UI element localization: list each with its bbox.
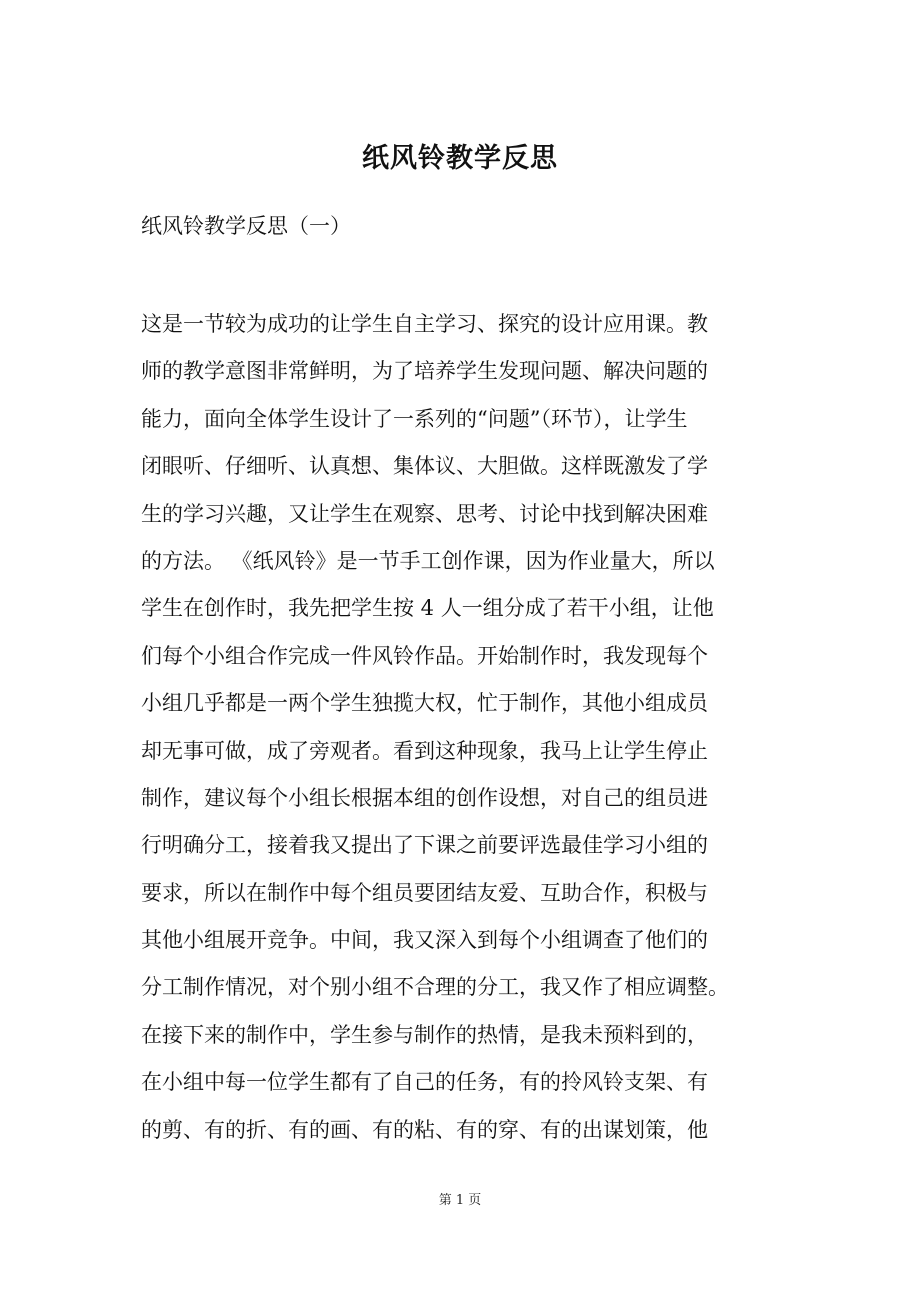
document-title: 纸风铃教学反思 [362, 143, 558, 174]
text-line: 师的教学意图非常鲜明，为了培养学生发现问题、解决问题的 [141, 359, 708, 384]
text-line: 却无事可做，成了旁观者。看到这种现象，我马上让学生停止 [141, 738, 708, 763]
text-line: 这是一节较为成功的让学生自主学习、探究的设计应用课。教 [141, 312, 708, 336]
page-number: 第 1 页 [438, 1193, 482, 1208]
text-line: 们每个小组合作完成一件风铃作品。开始制作时，我发现每个 [141, 643, 708, 668]
text-line: 其他小组展开竞争。中间，我又深入到每个小组调查了他们的 [141, 928, 708, 953]
text-line: 小组几乎都是一两个学生独揽大权，忙于制作，其他小组成员 [141, 691, 708, 716]
section-heading: 纸风铃教学反思（一） [141, 214, 351, 238]
text-line: 在小组中每一位学生都有了自己的任务，有的拎风铃支架、有 [141, 1070, 708, 1095]
text-line: 行明确分工，接着我又提出了下课之前要评选最佳学习小组的 [141, 833, 708, 858]
text-line: 要求，所以在制作中每个组员要团结友爱、互助合作，积极与 [141, 880, 708, 905]
text-line: 学生在创作时，我先把学生按 4 人一组分成了若干小组，让他 [141, 596, 714, 621]
text-line: 分工制作情况，对个别小组不合理的分工，我又作了相应调整。 [141, 975, 729, 1000]
body-text [141, 306, 801, 1159]
text-line: 在接下来的制作中，学生参与制作的热情，是我未预料到的， [141, 1022, 708, 1047]
text-line: 闭眼听、仔细听、认真想、集体议、大胆做。这样既激发了学 [141, 454, 708, 479]
text-line: 生的学习兴趣，又让学生在观察、思考、讨论中找到解决困难 [141, 501, 708, 526]
text-line: 能力，面向全体学生设计了一系列的“问题”（环节），让学生 [141, 406, 688, 431]
text-line: 制作，建议每个小组长根据本组的创作设想，对自己的组员进 [141, 785, 708, 810]
text-line: 的方法。 《纸风铃》是一节手工创作课，因为作业量大，所以 [141, 548, 715, 573]
text-line: 的剪、有的折、有的画、有的粘、有的穿、有的出谋划策，他 [141, 1117, 708, 1142]
